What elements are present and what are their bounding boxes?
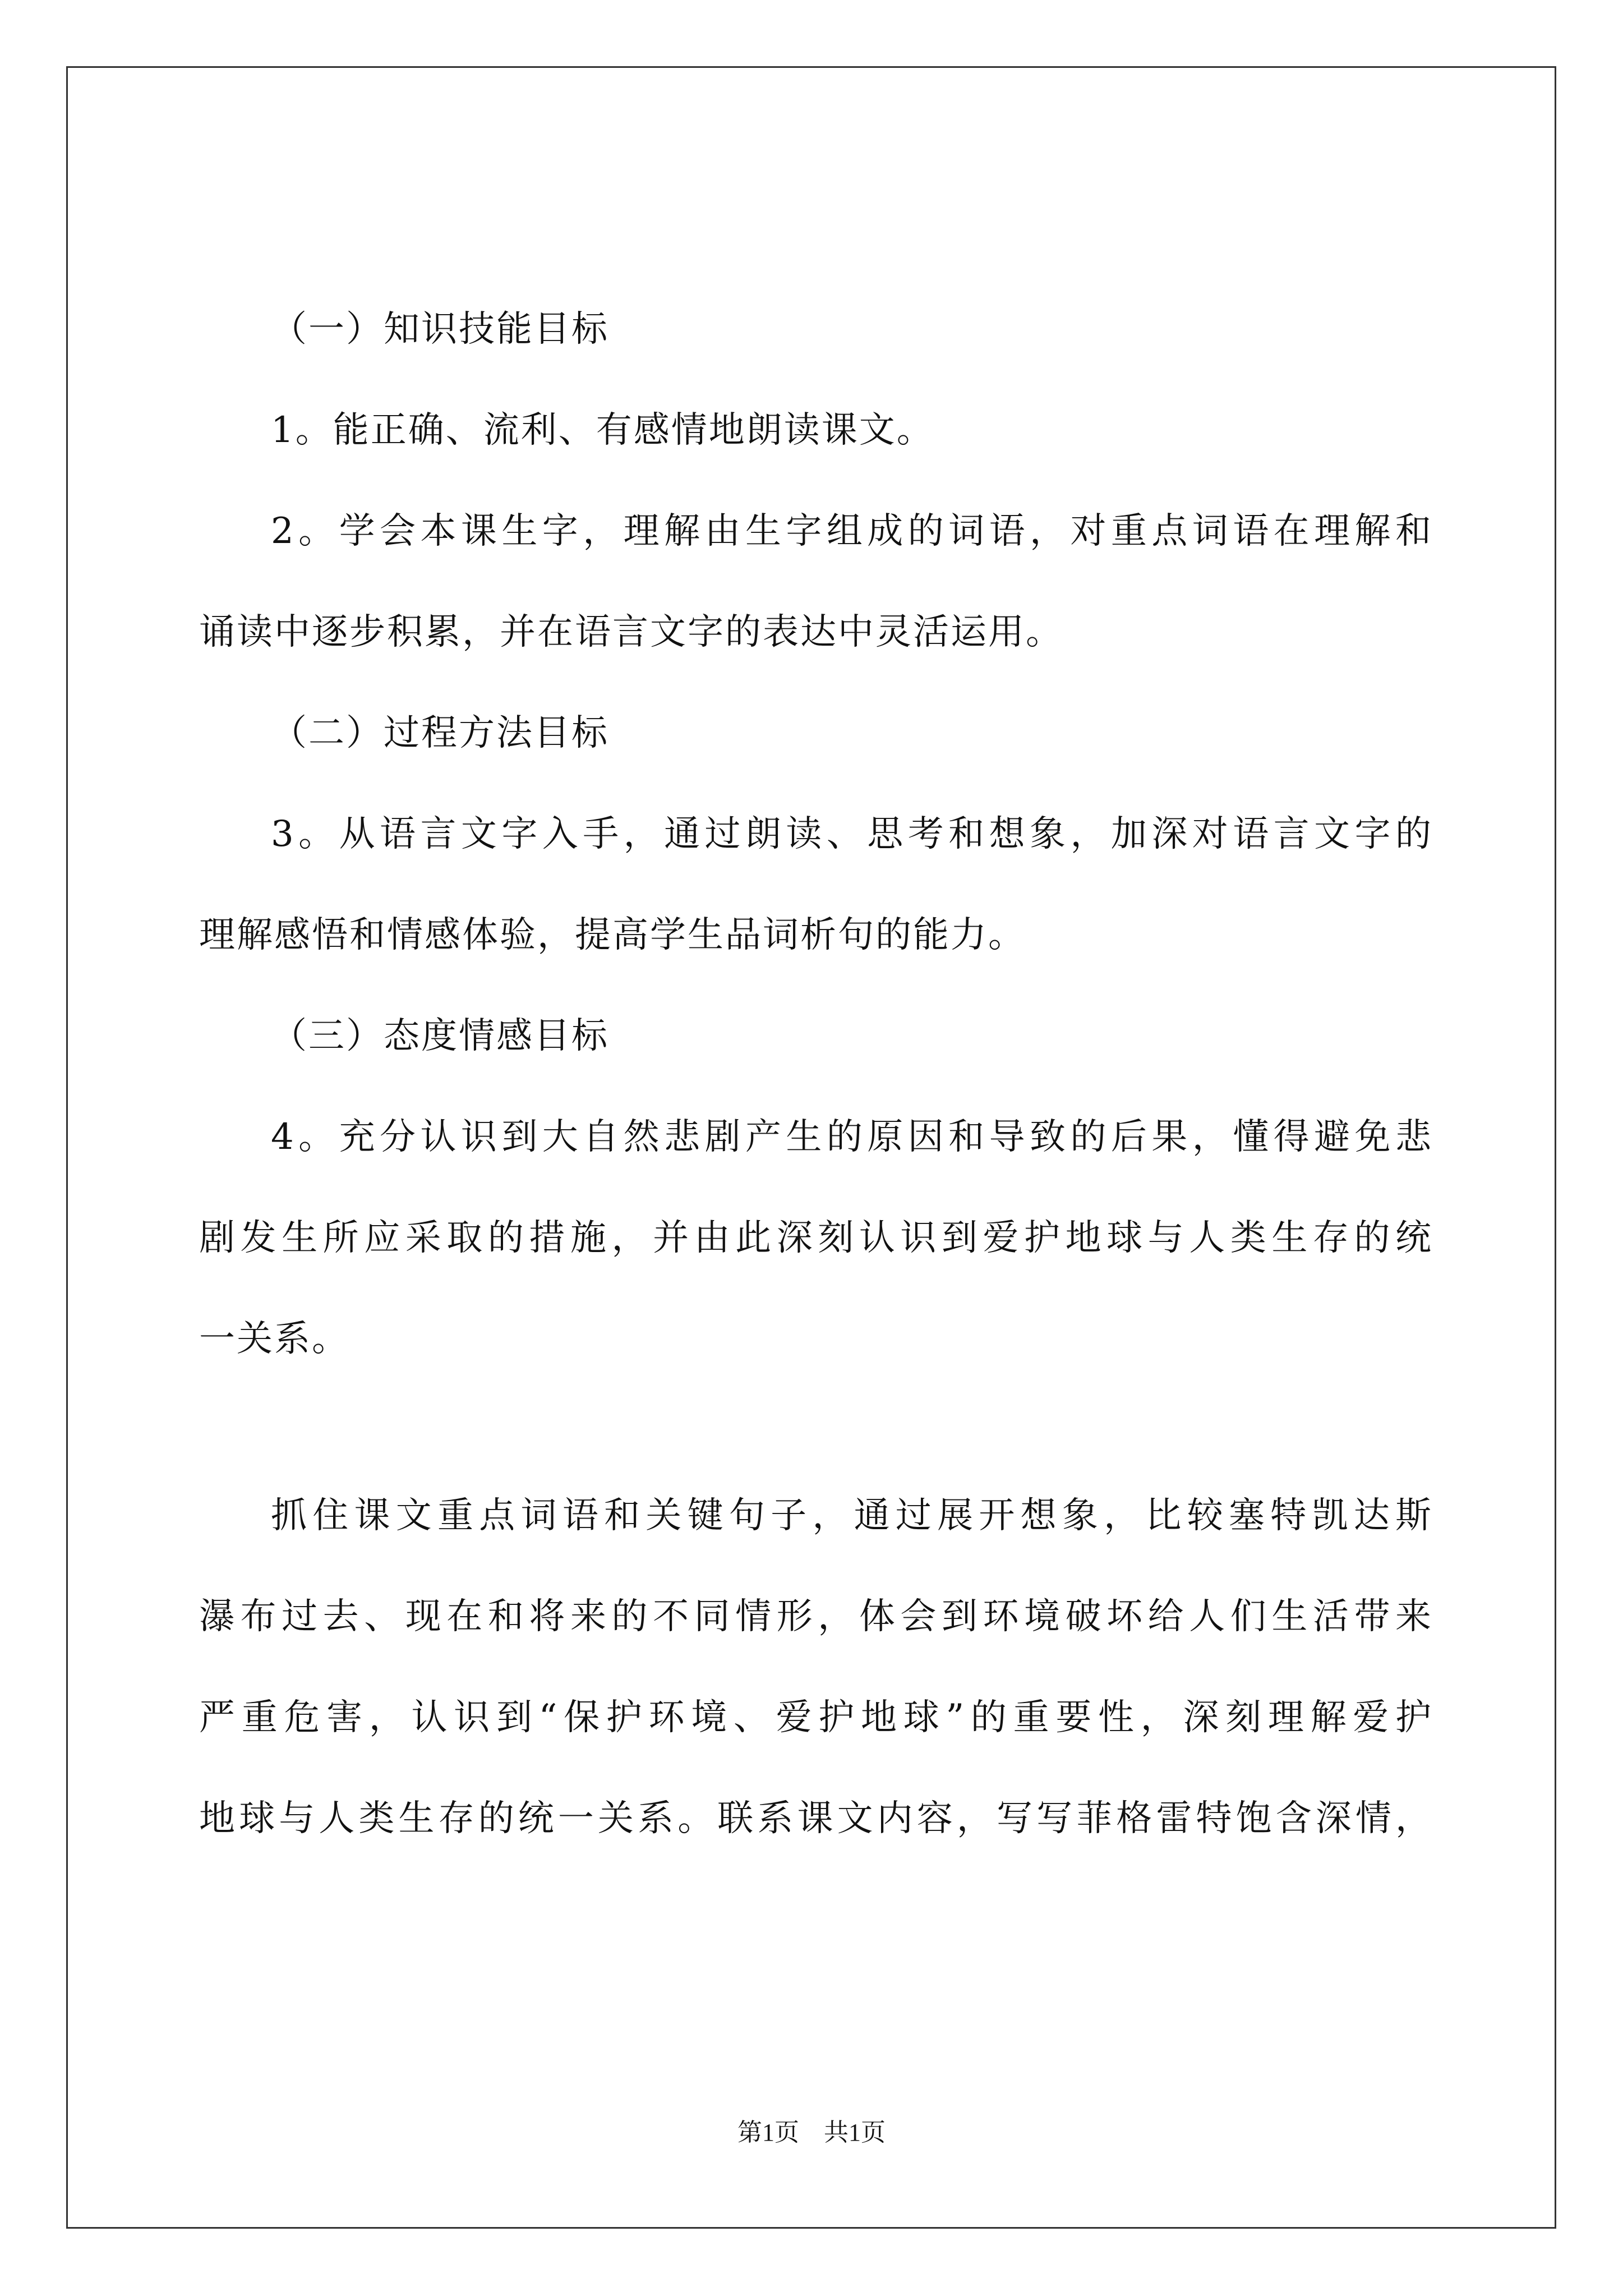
paragraph-line: 一关系。 (199, 1318, 349, 1360)
paragraph-line: 抓住课文重点词语和关键句子，通过展开想象，比较塞特凯达斯 (271, 1495, 1433, 1536)
paragraph-line: 4。充分认识到大自然悲剧产生的原因和导致的后果，懂得避免悲 (271, 1116, 1433, 1158)
section-heading-knowledge: （一）知识技能目标 (271, 309, 609, 350)
paragraph-line: 地球与人类生存的统一关系。联系课文内容，写写菲格雷特饱含深情， (199, 1798, 1433, 1839)
section-heading-process: （二）过程方法目标 (271, 712, 609, 754)
paragraph-line: 3。从语言文字入手，通过朗读、思考和想象，加深对语言文字的 (271, 813, 1433, 855)
paragraph-line: 理解感悟和情感体验，提高学生品词析句的能力。 (199, 914, 1026, 956)
paragraph-line: 剧发生所应采取的措施，并由此深刻认识到爱护地球与人类生存的统 (199, 1217, 1433, 1259)
paragraph-line: 诵读中逐步积累，并在语言文字的表达中灵活运用。 (199, 611, 1063, 653)
page-number-footer: 第1页 共1页 (737, 2119, 886, 2146)
section-heading-attitude: （三）态度情感目标 (271, 1015, 609, 1057)
paragraph-line: 1。能正确、流利、有感情地朗读课文。 (271, 409, 934, 451)
paragraph-line: 2。学会本课生字，理解由生字组成的词语，对重点词语在理解和 (271, 510, 1433, 552)
paragraph-line: 严重危害，认识到“保护环境、爱护地球”的重要性，深刻理解爱护 (199, 1697, 1433, 1738)
paragraph-line: 瀑布过去、现在和将来的不同情形，体会到环境破坏给人们生活带来 (199, 1596, 1433, 1637)
